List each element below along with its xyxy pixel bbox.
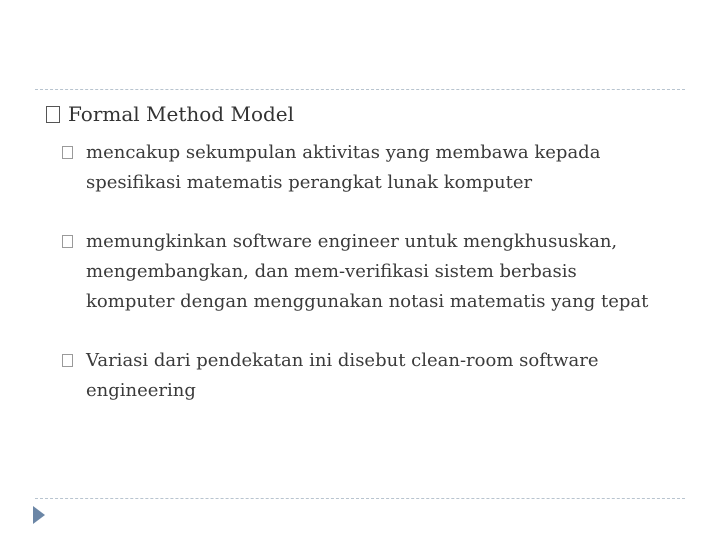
list-item	[62, 138, 662, 198]
list-item	[62, 346, 662, 406]
square-bullet-icon	[46, 106, 60, 123]
bullet-list	[62, 138, 662, 435]
bottom-divider	[35, 498, 685, 499]
bullet-text: Variasi dari pendekatan ini disebut clean-room software engineering	[86, 350, 599, 401]
bullet-text: mencakup sekumpulan aktivitas yang membawa kepada spesifikasi matematis perangkat lunak komputer	[86, 142, 601, 193]
square-bullet-icon	[62, 235, 73, 248]
slide-title-text: Formal Method Model	[68, 102, 295, 126]
slide-title	[46, 100, 666, 128]
square-bullet-icon	[62, 354, 73, 367]
bullet-text: memungkinkan software engineer untuk mengkhususkan, mengembangkan, dan mem-verifikasi sistem berbasis komputer dengan menggunakan notasi matematis yang tepat	[86, 231, 649, 312]
triangle-right-icon[interactable]	[33, 506, 45, 524]
list-item	[62, 227, 662, 317]
square-bullet-icon	[62, 146, 73, 159]
top-divider	[35, 89, 685, 90]
